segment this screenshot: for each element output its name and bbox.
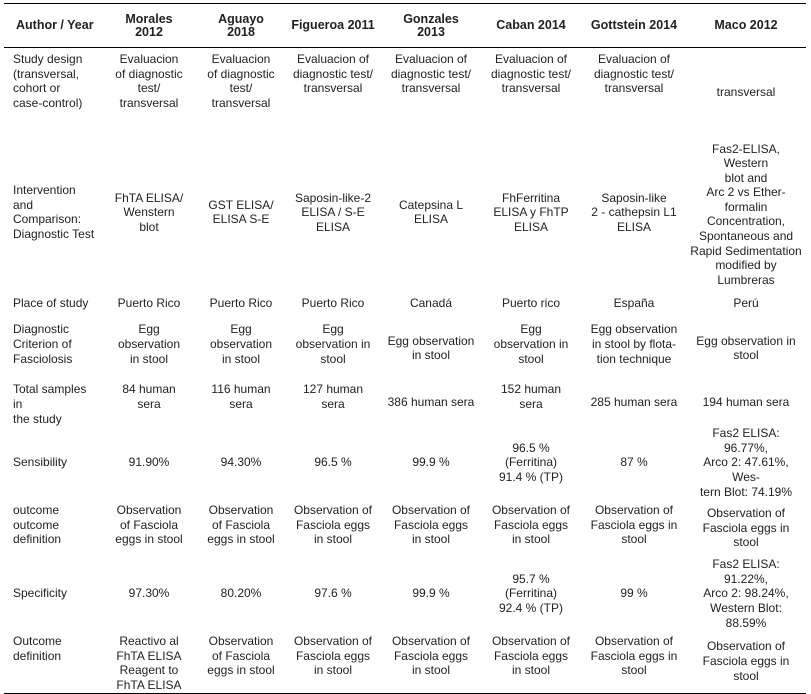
table-cell: Egg observation in stool — [387, 333, 475, 363]
table-cell: Evaluacion of diagnostic test/ transversal — [207, 52, 275, 110]
table-cell: FhFerritina ELISA y FhTP ELISA — [493, 190, 569, 234]
table-cell: 95.7 % (Ferritina) 92.4 % (TP) — [498, 571, 564, 615]
table-cell: Observation of Fasciola eggs in stool — [284, 630, 382, 693]
table-cell: Perú — [733, 295, 759, 310]
table-cell: España — [613, 295, 655, 310]
table-cell: GST ELISA/ ELISA S-E — [208, 197, 274, 227]
table-cell: Observation of Fasciola eggs in stool — [582, 630, 686, 693]
header-caban-2014: Caban 2014 — [480, 4, 582, 48]
row-label: Outcome definition — [4, 630, 100, 693]
table-cell: 87 % — [620, 455, 648, 470]
table-cell: 99 % — [620, 586, 648, 601]
table-cell: Fas2 ELISA: 96.77%, Arco 2: 47.61%, Wes- tern Blot: 74.19% — [699, 426, 793, 499]
table-header — [4, 4, 806, 48]
table-cell: Egg observation in stool — [295, 322, 371, 366]
table-cell: 386 human sera — [387, 395, 475, 410]
table-cell: 99.9 % — [412, 455, 450, 470]
row-label: Place of study — [13, 295, 89, 310]
table-cell: 96.5 % — [314, 455, 352, 470]
row-study-design — [4, 48, 806, 138]
table-cell: Evaluacion of diagnostic test/ transversal — [390, 52, 472, 96]
table-cell: Observation of Fasciola eggs in stool — [382, 630, 480, 693]
row-total-samples — [4, 378, 806, 426]
header-morales-2012: Morales 2012 — [100, 4, 198, 48]
table-cell: Observation of Fasciola eggs in stool — [686, 630, 806, 693]
table-cell: Observation of Fasciola eggs in stool — [590, 503, 678, 547]
table-cell: Puerto Rico — [117, 295, 181, 310]
table-cell: Catepsina L ELISA — [398, 197, 464, 227]
table-cell: 91.90% — [128, 455, 170, 470]
table-cell: Egg observation in stool — [493, 322, 569, 366]
table-cell: Observation of Fasciola eggs in stool — [480, 630, 582, 693]
table-cell: 194 human sera — [702, 395, 790, 410]
table-cell: Observation of Fasciola eggs in stool — [293, 503, 373, 547]
table-cell: Fas2-ELISA, Western blot and Arc 2 vs Ether-formalin Concentration, Spontaneous and Rapid Sedimentation modified by Lumbreras — [690, 141, 802, 287]
table-cell: 152 human sera — [500, 382, 562, 412]
row-label: Total samples in the study — [13, 382, 87, 426]
table-cell: 285 human sera — [590, 395, 678, 410]
row-label: Sensibility — [13, 455, 68, 470]
table-cell: Egg observation in stool by flota- tion technique — [590, 322, 678, 366]
header-figueroa-2011: Figueroa 2011 — [284, 4, 382, 48]
table-cell: Puerto rico — [501, 295, 561, 310]
table-cell: Reactivo al FhTA ELISA Reagent to FhTA ELISA — [100, 630, 198, 693]
table-cell: Egg observation in stool — [117, 322, 181, 366]
table-cell: Observation of Fasciola eggs in stool — [491, 503, 571, 547]
table-cell: transversal — [716, 85, 776, 100]
table-cell: 94.30% — [220, 455, 262, 470]
table-cell: Observation of Fasciola eggs in stool — [198, 630, 284, 693]
row-label: Diagnostic Criterion of Fasciolosis — [13, 322, 73, 366]
table-cell: 99.9 % — [412, 586, 450, 601]
row-label: Specificity — [13, 586, 68, 601]
header-gottstein-2014: Gottstein 2014 — [582, 4, 686, 48]
table-cell: Observation of Fasciola eggs in stool — [702, 506, 790, 550]
row-intervention — [4, 138, 806, 288]
table-cell: 80.20% — [220, 586, 262, 601]
table-cell: Evaluacion of diagnostic test/ transversal — [593, 52, 675, 96]
table-cell: Evaluacion of diagnostic test/ transversal — [115, 52, 183, 110]
table-cell: Saposin-like 2 - cathepsin L1 ELISA — [591, 190, 677, 234]
table-cell: Evaluacion of diagnostic test/ transversal — [292, 52, 374, 96]
header-row — [4, 4, 806, 48]
table-cell: 84 human sera — [122, 382, 176, 412]
row-place-of-study — [4, 287, 806, 318]
header-author-year: Author / Year — [4, 4, 100, 48]
table-cell: 97.6 % — [314, 586, 352, 601]
row-label: Intervention and Comparison: Diagnostic Test — [13, 183, 95, 242]
header-maco-2012: Maco 2012 — [686, 4, 806, 48]
table-cell: 116 human sera — [211, 382, 271, 412]
table-cell: FhTA ELISA/ Wenstern blot — [114, 190, 184, 234]
table-cell: Egg observation in stool — [696, 333, 796, 363]
row-specificity — [4, 557, 806, 630]
table-cell: Observation of Fasciola eggs in stool — [115, 503, 183, 547]
row-diagnostic-criterion — [4, 318, 806, 378]
table-cell: Puerto Rico — [301, 295, 365, 310]
table-cell: 96.5 % (Ferritina) 91.4 % (TP) — [498, 440, 564, 484]
table-cell: Canadá — [409, 295, 453, 310]
diagnostic-studies-table — [4, 3, 806, 694]
table-cell: 97.30% — [128, 586, 170, 601]
row-label: outcome outcome definition — [13, 503, 62, 547]
header-aguayo-2018: Aguayo 2018 — [198, 4, 284, 48]
row-outcome-outcome-definition — [4, 499, 806, 557]
table-cell: Fas2 ELISA: 91.22%, Arco 2: 98.24%, Western Blot: 88.59% — [703, 557, 789, 630]
header-gonzales-2013: Gonzales 2013 — [382, 4, 480, 48]
table-cell: 127 human sera — [302, 382, 364, 412]
table-cell: Puerto Rico — [209, 295, 273, 310]
table-cell: Saposin-like-2 ELISA / S-E ELISA — [294, 190, 372, 234]
table-cell: Observation of Fasciola eggs in stool — [207, 503, 275, 547]
row-sensibility — [4, 426, 806, 499]
table-cell: Evaluacion of diagnostic test/ transversal — [490, 52, 572, 96]
row-label: Study design (transversal, cohort or case-control) — [13, 52, 83, 110]
table-cell: Egg observation in stool — [209, 322, 273, 366]
table-cell: Observation of Fasciola eggs in stool — [391, 503, 471, 547]
row-outcome-definition — [4, 630, 806, 693]
table-body — [4, 48, 806, 694]
